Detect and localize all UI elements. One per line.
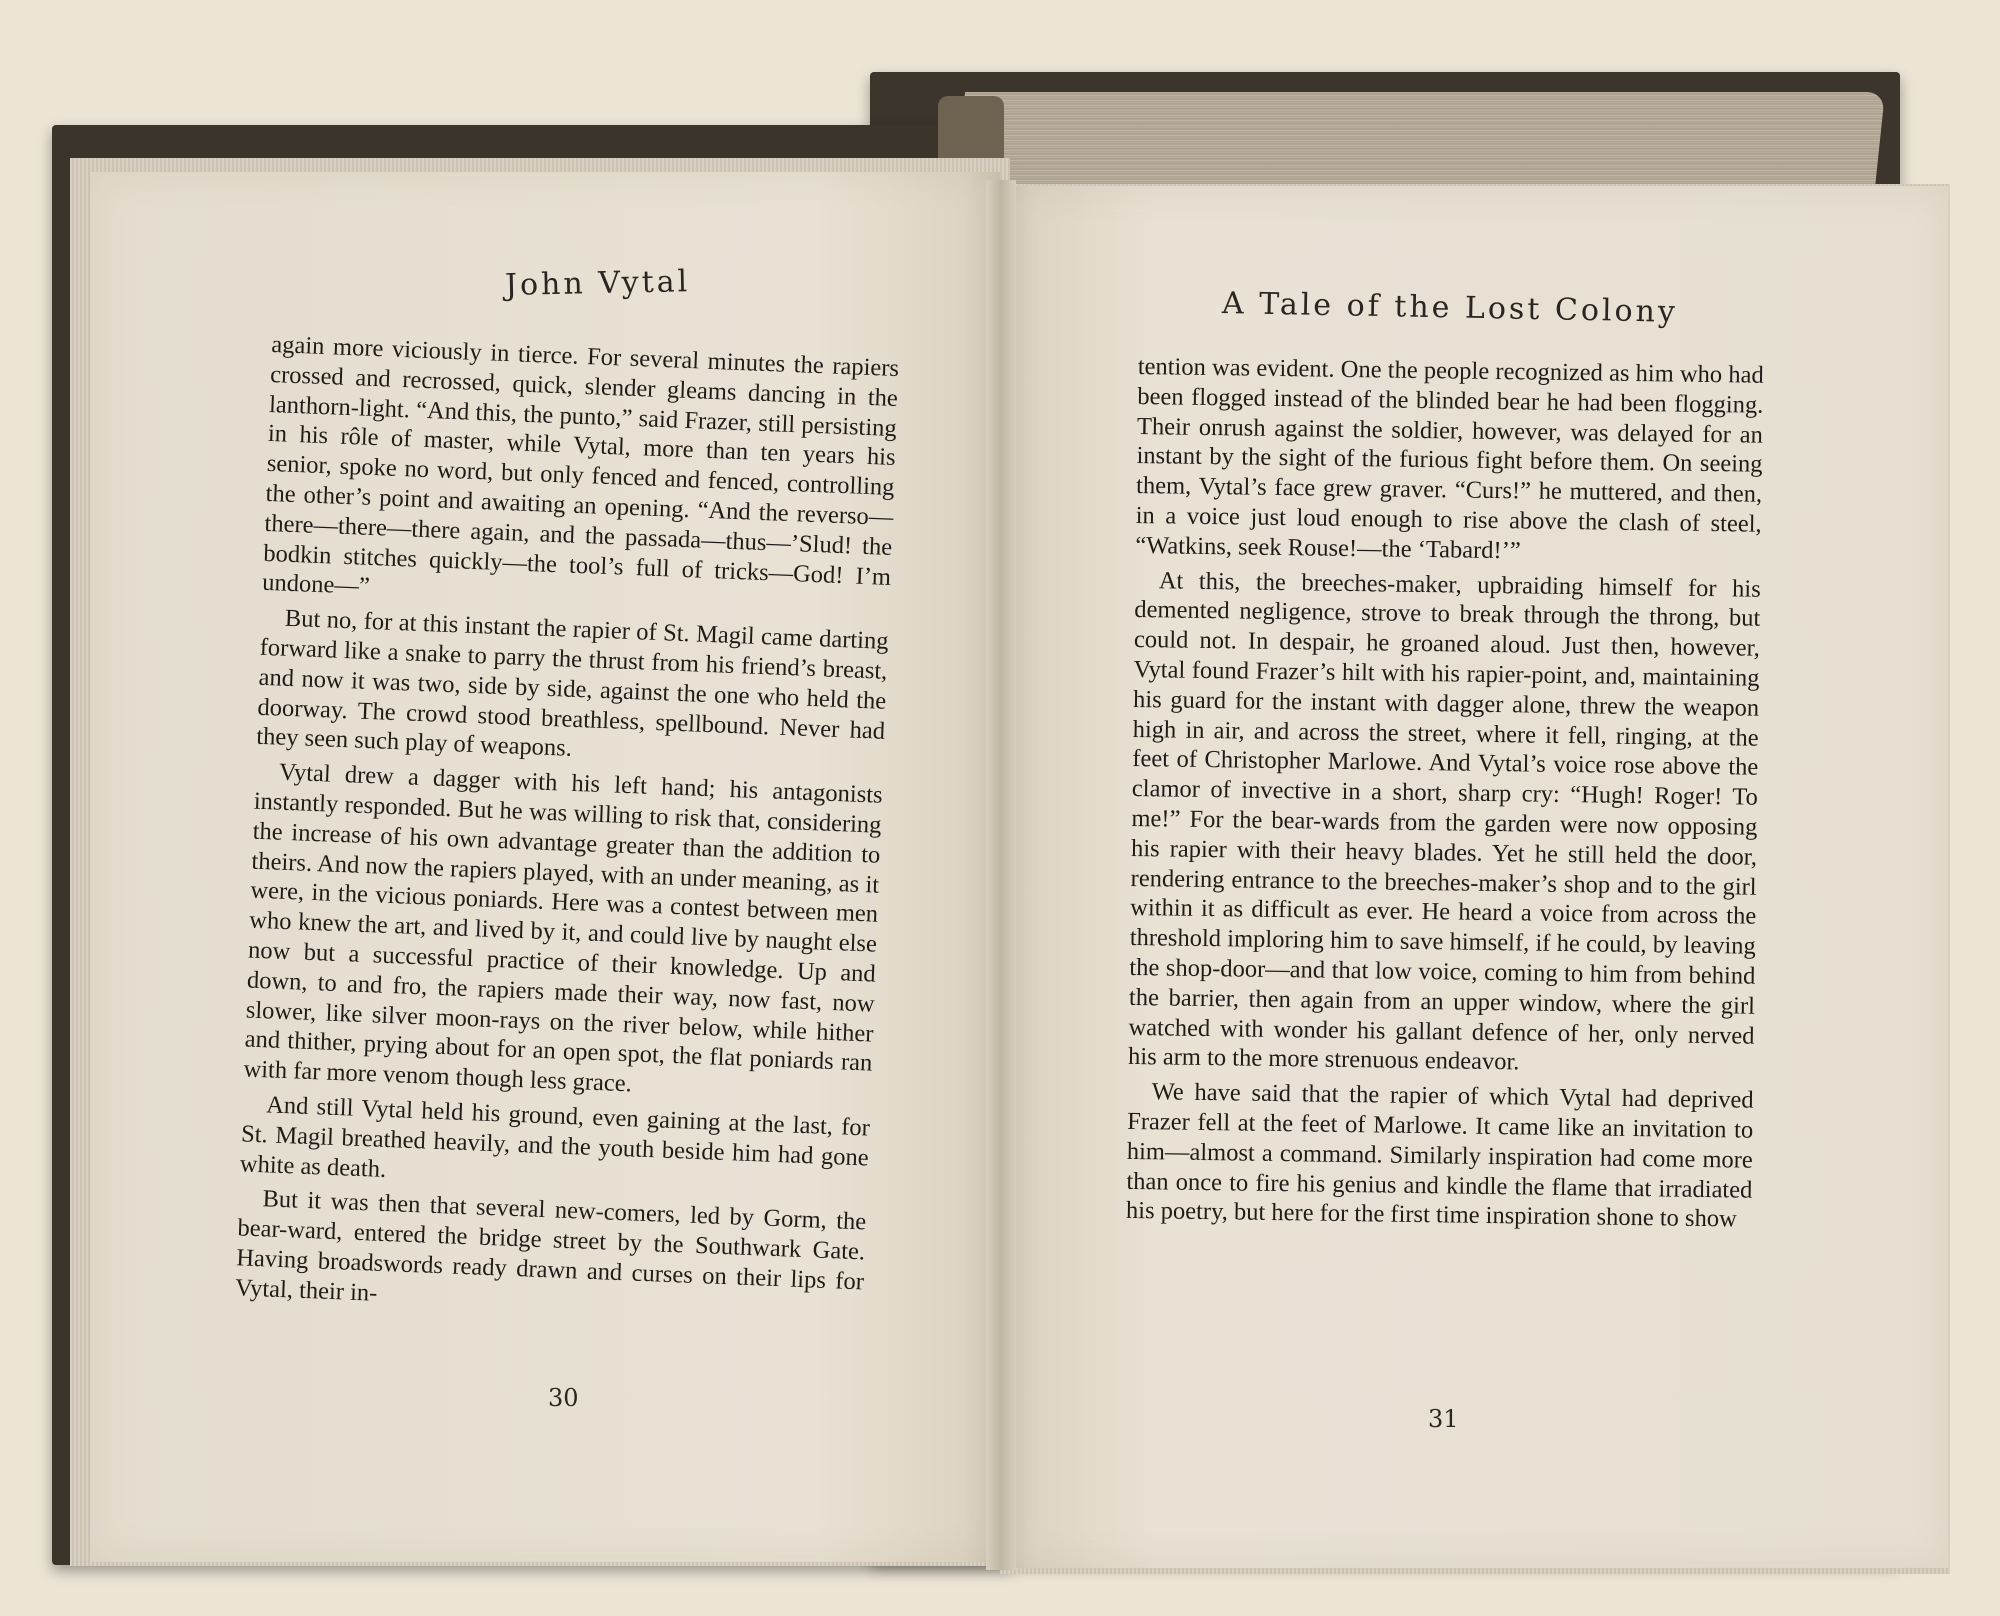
left-page-number: 30	[548, 1384, 579, 1412]
left-running-head: John Vytal	[504, 264, 691, 303]
left-paragraph-4: And still Vytal held his ground, even gaining at the last, for St. Magil breathed heavily, and the youth beside him had gone white as death.	[239, 1091, 871, 1183]
left-paragraph-2: But no, for at this instant the rapier of St. Magil came darting forward like a snake to parry the thrust from his friend’s breast, and now it was two, side by side, against the one who held the doorway. The crowd stood breathless, spellbound. Never had they seen such play of weapons.	[255, 604, 890, 763]
left-page-text	[235, 330, 900, 1327]
right-page-text	[1126, 352, 1764, 1235]
left-paragraph-1: again more viciously in tierce. For several minutes the rapiers crossed and recrossed, quick, slender gleams dancing in the lanthorn-light. “And this, the punto,” said Frazer, still persisting in his rôle of master, while Vytal, more than ten years his senior, spoke no word, but only fenced and fenced, controlling the other’s point and awaiting an opening. “And the reverso—there—there—there again, and the passada—thus—’Slud! the bodkin stitches quickly—the tool’s full of tricks—God! I’m undone—”	[261, 330, 900, 601]
left-paragraph-3: Vytal drew a dagger with his left hand; his antagonists instantly responded. But he was willing to risk that, considering the increase of his own advantage greater than the addition to theirs. And now the rapiers played, with an under meaning, as it were, in the vicious poniards. Here was a contest between men who knew the art, and lived by it, and could live by naught else now but a successful practice of their knowledge. Up and down, to and fro, the rapiers made their way, now fast, now slower, like silver moon-rays on the river below, while hither and thither, prying about for an open spot, the flat poniards ran with far more venom though less grace.	[243, 758, 884, 1098]
right-page-number: 31	[1428, 1405, 1459, 1433]
left-paragraph-5: But it was then that several new-comers, led by Gorm, the bear-ward, entered the bridge street by the Southwark Gate. Having broadswords ready drawn and curses on their lips for Vytal, their in-	[234, 1185, 867, 1307]
right-paragraph-3: We have said that the rapier of which Vytal had deprived Frazer fell at the feet of Marlowe. It came like an invitation to him—almost a command. Similarly inspiration had come more than once to fire his genius and kindle the flame that irradiated his poetry, but here for the first time inspiration shone to show	[1125, 1078, 1754, 1233]
page-block-edges	[955, 92, 1885, 188]
right-paragraph-2: At this, the breeches-maker, upbraiding himself for his demented negligence, strove to break through the throng, but could not. In despair, he groaned aloud. Just then, however, Vytal found Frazer’s hilt with his rapier-point, and, maintaining his guard for the instant with dagger alone, threw the weapon high in air, and across the street, where it fell, ringing, at the feet of Christopher Marlowe. And Vytal’s voice rose above the clamor of invective in a short, sharp cry: “Hugh! Roger! To me!” For the bear-wards from the garden were now opposing his rapier with their heavy blades. Yet he still held the door, rendering entrance to the breeches-maker’s shop and to the girl within it as difficult as ever. He heard a voice from across the threshold imploring him to save himself, if he could, by leaving the shop-door—and that low voice, coming to him from behind the barrier, then again from an upper window, where the girl watched with wonder his gallant defence of her, only nerved his arm to the more strenuous endeavor.	[1127, 566, 1761, 1076]
book-gutter	[986, 180, 1016, 1570]
right-paragraph-1: tention was evident. One the people recognized as him who had been flogged instead of the blinded bear he had been flogging. Their onrush against the soldier, however, was delayed for an instant by the sight of the furious fight before them. On seeing them, Vytal’s face grew graver. “Curs!” he muttered, and then, in a voice just loud enough to rise above the clash of steel, “Watkins, seek Rouse!—the ‘Tabard!’”	[1135, 352, 1764, 565]
right-running-head: A Tale of the Lost Colony	[1221, 286, 1679, 330]
